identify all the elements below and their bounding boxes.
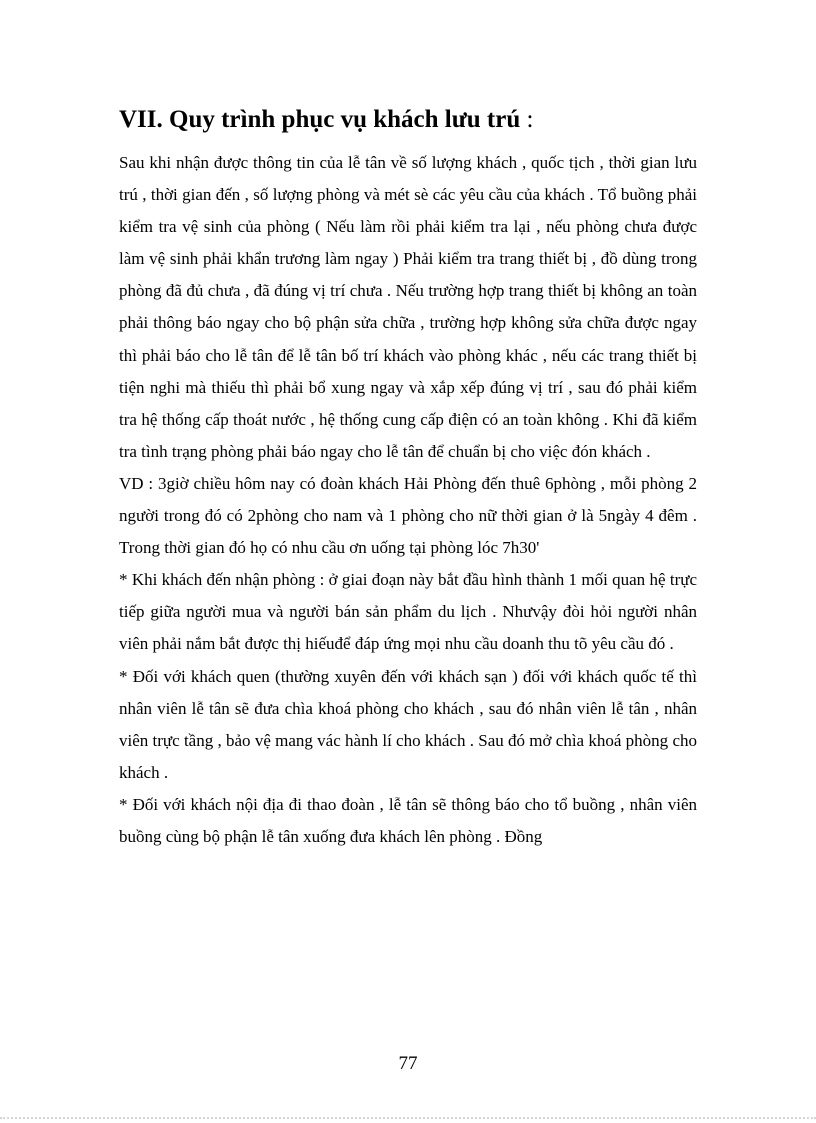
paragraph-regular-guests: * Đối với khách quen (thường xuyên đến với khách sạn ) đối với khách quốc tế thì nhân viên lễ tân sẽ đưa chìa khoá phòng cho khách , sau đó nhân viên lễ tân , nhân viên trực tầng , bảo vệ mang vác hành lí cho khách . Sau đó mở chìa khoá phòng cho khách .: [119, 666, 697, 782]
page-number: 77: [398, 1053, 418, 1074]
paragraph-example: VD : 3giờ chiều hôm nay có đoàn khách Hải Phòng đến thuê 6phòng , mỗi phòng 2 người trong đó có 2phòng cho nam và 1 phòng cho nữ thời gian ở là 5ngày 4 đêm . Trong thời gian đó họ có nhu cầu ơn uống tại phòng lóc 7h30': [119, 473, 697, 558]
paragraph-domestic-groups: * Đối với khách nội địa đi thao đoàn , lễ tân sẽ thông báo cho tổ buồng , nhân viên buồng cùng bộ phận lễ tân xuống đưa khách lên phòng . Đồng: [119, 794, 697, 846]
section-heading-title: VII. Quy trình phục vụ khách lưu trú: [119, 106, 521, 133]
body-text: [119, 147, 697, 853]
section-heading-colon: :: [526, 106, 534, 133]
page-bottom-border: [0, 1117, 816, 1119]
section-heading: [119, 102, 709, 138]
paragraph-procedure: Sau khi nhận được thông tin của lễ tân về số lượng khách , quốc tịch , thời gian lưu trú , thời gian đến , số lượng phòng và mét sè các yêu cầu của khách . Tổ buồng phải kiểm tra vệ sinh của phòng ( Nếu làm rồi phải kiểm tra lại , nếu phòng chưa được làm vệ sinh phải khẩn trương làm ngay ) Phải kiểm tra trang thiết bị , đồ dùng trong phòng đã đủ chưa , đã đúng vị trí chưa . Nếu trường hợp trang thiết bị không an toàn phải thông báo ngay cho bộ phận sửa chữa , trường hợp không sửa chữa được ngay thì phải báo cho lễ tân để lễ tân bố trí khách vào phòng khác , nếu các trang thiết bị tiện nghi mà thiếu thì phải bổ xung ngay và xắp xếp đúng vị trí , sau đó phải kiểm tra hệ thống cấp thoát nước , hệ thống cung cấp điện có an toàn không . Khi đã kiểm tra tình trạng phòng phải báo ngay cho lễ tân để chuẩn bị cho việc đón khách .: [119, 153, 697, 461]
paragraph-check-in: * Khi khách đến nhận phòng : ở giai đoạn này bắt đầu hình thành 1 mối quan hệ trực tiếp giữa người mua và người bán sản phẩm du lịch . Nhưvậy đòi hỏi người nhân viên phải nắm bắt được thị hiếuđể đáp ứng mọi nhu cầu doanh thu tõ yêu cầu đó .: [119, 570, 697, 654]
